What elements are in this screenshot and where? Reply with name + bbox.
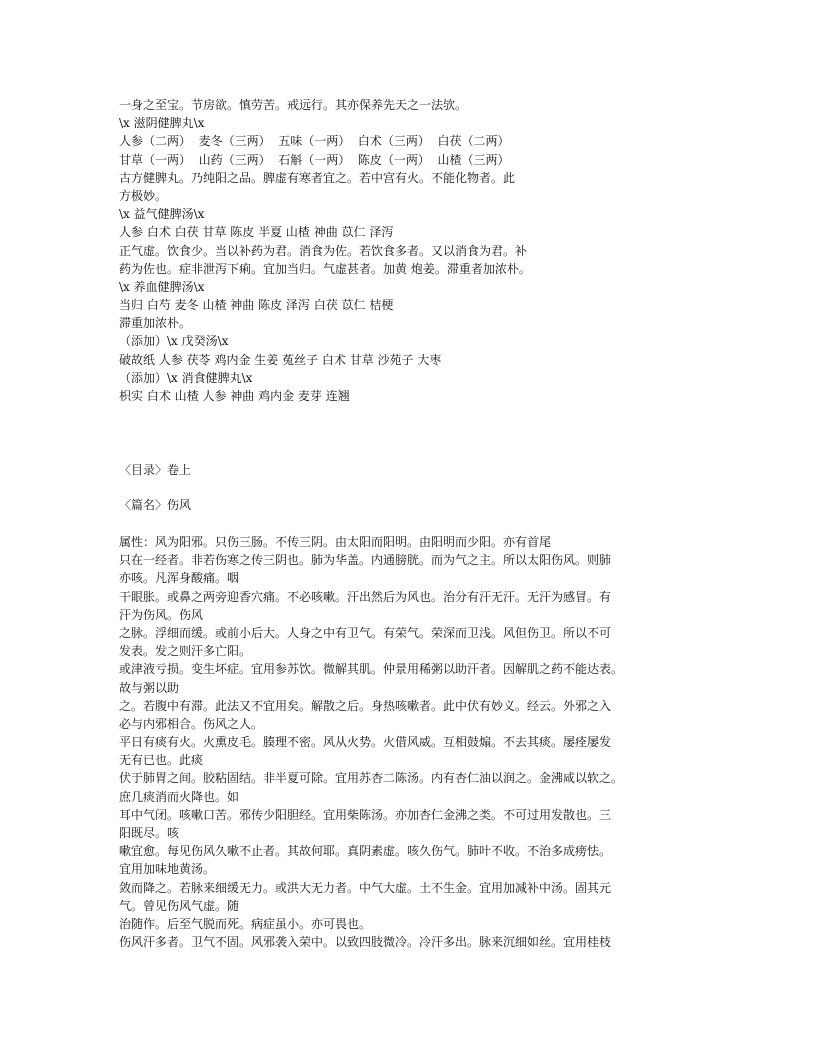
text-line: 必与内邪相合。伤风之人。 bbox=[119, 716, 264, 731]
text-line: 古方健脾丸。乃纯阳之品。脾虚有寒者宜之。若中宫有火。不能化物者。此 bbox=[119, 170, 516, 185]
text-line: 发表。发之则汗多亡阳。 bbox=[119, 644, 252, 659]
text-line: \x 益气健脾汤\x bbox=[119, 207, 205, 222]
text-line: 平日有痰有火。火熏皮毛。腠理不密。风从火势。火借风威。互相鼓煽。不去其痰。屡痊屡发 bbox=[119, 735, 612, 750]
text-line: 宜用加味地黄汤。 bbox=[119, 862, 216, 877]
text-line: 正气虚。饮食少。当以补药为君。消食为佐。若饮食多者。又以消食为君。补 bbox=[119, 243, 528, 258]
text-line: 甘草（一两） 山药（三两） 石斛（一两） 陈皮（一两） 山楂（三两） bbox=[119, 152, 510, 167]
text-line: 庶几痰消而火降也。如 bbox=[119, 789, 240, 804]
text-line: 治随作。后至气脱而死。病症虽小。亦可畏也。 bbox=[119, 916, 372, 931]
text-line: \x 养血健脾汤\x bbox=[119, 279, 205, 294]
text-line: 一身之至宝。节房欲。慎劳苦。戒远行。其亦保养先天之一法欤。 bbox=[119, 98, 468, 112]
text-line: 嗽宜愈。每见伤风久嗽不止者。其故何耶。真阴素虚。咳久伤气。肺叶不收。不治多成痨怯。 bbox=[119, 844, 612, 859]
toc-heading: 〈目录〉卷上 bbox=[119, 463, 192, 477]
text-line: 故与粥以助 bbox=[119, 680, 180, 695]
text-line: 汗为伤风。伤风 bbox=[119, 607, 204, 622]
text-line: （添加）\x 消食健脾丸\x bbox=[119, 370, 253, 385]
text-line: 药为佐也。症非泄泻下痢。宜加当归。气虚甚者。加黄 炮姜。滞重者加浓朴。 bbox=[119, 261, 531, 276]
text-line: 耳中气闭。咳嗽口苦。邪传少阳胆经。宜用柴陈汤。亦加杏仁金沸之类。不可过用发散也。三 bbox=[119, 807, 612, 822]
text-line: 方极妙。 bbox=[119, 188, 168, 203]
chapter-body bbox=[119, 533, 623, 951]
text-line: 干眼胀。或鼻之两旁迎香穴痛。不必咳嗽。汗出然后为风也。治分有汗无汗。无汗为感冒。有 bbox=[119, 589, 612, 604]
text-line: 气。曾见伤风气虚。随 bbox=[119, 898, 240, 913]
text-line: 属性：风为阳邪。只伤三肠。不传三阴。由太阳而阳明。由阳明而少阳。亦有首尾 bbox=[119, 535, 552, 549]
text-line: 伤风汗多者。卫气不固。风邪袭入荣中。以致四肢微冷。冷汗多出。脉来沉细如丝。宜用桂枝 bbox=[119, 935, 612, 950]
text-line: 亦咳。凡浑身酸痛。咽 bbox=[119, 571, 240, 586]
text-line: 滞重加浓朴。 bbox=[119, 316, 192, 331]
text-line: 敛而降之。若脉来细缓无力。或洪大无力者。中气大虚。土不生金。宜用加减补中汤。固其元 bbox=[119, 880, 612, 895]
text-line: 无有已也。此痰 bbox=[119, 753, 204, 768]
text-line: 当归 白芍 麦冬 山楂 神曲 陈皮 泽泻 白茯 苡仁 桔梗 bbox=[119, 298, 394, 313]
text-line: 之脉。浮细而缓。或前小后大。人身之中有卫气。有荣气。荣深而卫浅。风但伤卫。所以不可 bbox=[119, 625, 612, 640]
text-line: 或津液亏损。变生坏症。宜用参苏饮。微解其肌。仲景用稀粥以助汗者。因解肌之药不能达表。 bbox=[119, 662, 624, 677]
text-line: 阳既尽。咳 bbox=[119, 826, 180, 840]
chapter-heading: 〈篇名〉伤风 bbox=[119, 498, 192, 512]
text-line: 破故纸 人参 茯苓 鸡内金 生姜 菟丝子 白术 甘草 沙苑子 大枣 bbox=[119, 352, 442, 367]
text-line: （添加）\x 戊癸汤\x bbox=[119, 334, 229, 349]
text-line: \x 滋阴健脾丸\x bbox=[119, 116, 205, 131]
recipe-section bbox=[119, 96, 531, 405]
text-line: 人参 白术 白茯 甘草 陈皮 半夏 山楂 神曲 苡仁 泽泻 bbox=[119, 225, 394, 240]
text-line: 只在一经者。非若伤寒之传三阴也。肺为华盖。内通膀胱。而为气之主。所以太阳伤风。则肺 bbox=[119, 553, 612, 568]
text-line: 枳实 白术 山楂 人参 神曲 鸡内金 麦芽 连翘 bbox=[119, 389, 350, 403]
text-line: 之。若腹中有滞。此法又不宜用矣。解散之后。身热咳嗽者。此中伏有妙义。经云。外邪之入 bbox=[119, 698, 612, 713]
text-line: 人参（二两） 麦冬（三两） 五味（一两） 白术（三两） 白茯（二两） bbox=[119, 134, 510, 149]
text-line: 伏于肺胃之间。胶粘固结。非半夏可除。宜用苏杏二陈汤。内有杏仁油以润之。金沸咸以软之。 bbox=[119, 771, 624, 786]
